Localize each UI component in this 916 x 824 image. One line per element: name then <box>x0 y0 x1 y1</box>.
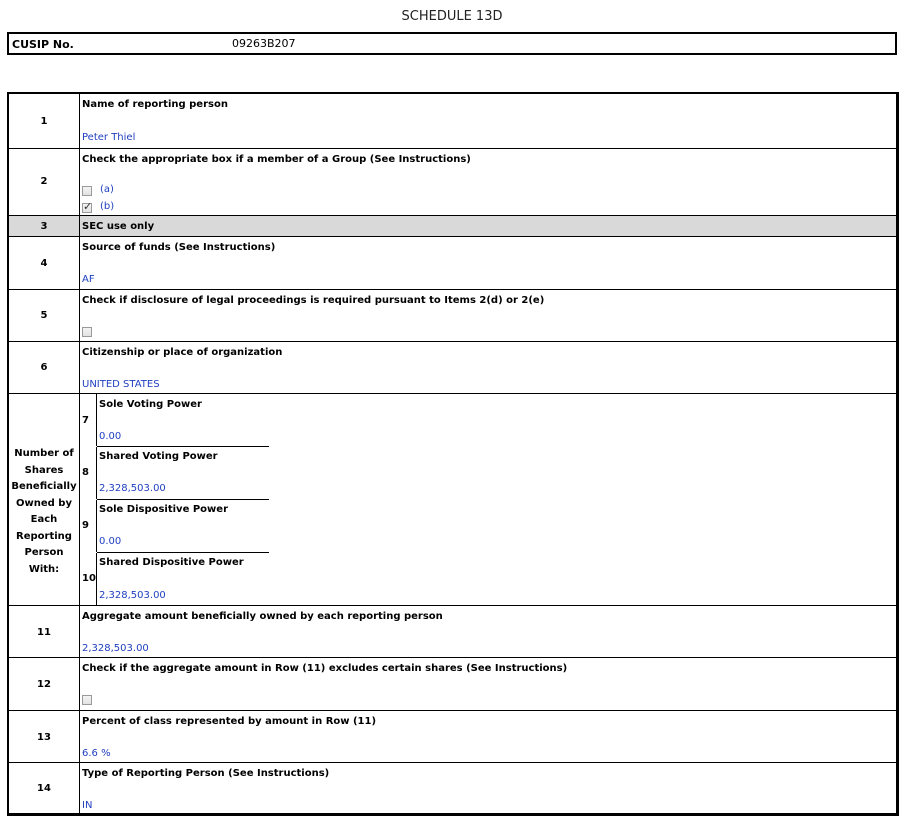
row-number: 9 <box>80 500 97 552</box>
row-header: Check if disclosure of legal proceedings is required pursuant to Items 2(d) or 2(e) <box>82 295 545 306</box>
reporting-person-type: IN <box>82 800 93 811</box>
row-header: SEC use only <box>82 221 155 232</box>
row-number: 6 <box>9 342 80 393</box>
cusip-value: 09263B207 <box>232 37 296 50</box>
group-b-label: (b) <box>100 201 115 212</box>
row-number: 4 <box>9 237 80 289</box>
row-6 <box>9 342 896 394</box>
row-header: Sole Dispositive Power <box>99 504 228 515</box>
cusip-box <box>7 32 897 55</box>
group-a-label: (a) <box>100 184 114 195</box>
row-header: Check if the aggregate amount in Row (11) excludes certain shares (See Instructions) <box>82 663 568 674</box>
row-number: 13 <box>9 711 80 762</box>
cusip-label: CUSIP No. <box>12 38 74 51</box>
row-14 <box>9 763 896 813</box>
legal-proceedings-checkbox[interactable] <box>82 327 92 337</box>
row-5 <box>9 290 896 342</box>
row-header: Check the appropriate box if a member of a Group (See Instructions) <box>82 154 471 165</box>
row-13 <box>9 711 896 763</box>
row-number: 1 <box>9 94 80 148</box>
row-number: 2 <box>9 149 80 215</box>
row-header: Source of funds (See Instructions) <box>82 242 276 253</box>
row-header: Shared Voting Power <box>99 451 218 462</box>
row-number: 3 <box>9 216 80 236</box>
row-header: Percent of class represented by amount in Row (11) <box>82 716 377 727</box>
row-4 <box>9 237 896 290</box>
row-11 <box>9 606 896 658</box>
shares-owned-block <box>9 394 896 606</box>
sole-voting-power: 0.00 <box>99 431 122 442</box>
group-a-checkbox[interactable] <box>82 186 92 196</box>
shared-dispositive-power: 2,328,503.00 <box>99 590 166 601</box>
row-number: 5 <box>9 290 80 341</box>
row-7 <box>80 394 270 446</box>
reporting-person-name: Peter Thiel <box>82 132 136 143</box>
row-2 <box>9 149 896 216</box>
excludes-shares-checkbox[interactable] <box>82 695 92 705</box>
sole-dispositive-power: 0.00 <box>99 536 122 547</box>
row-header: Sole Voting Power <box>99 399 202 410</box>
row-header: Aggregate amount beneficially owned by each reporting person <box>82 611 443 622</box>
row-header: Type of Reporting Person (See Instructions) <box>82 768 330 779</box>
row-number: 8 <box>80 447 97 499</box>
row-8 <box>80 447 270 499</box>
source-of-funds: AF <box>82 274 95 285</box>
aggregate-amount: 2,328,503.00 <box>82 643 149 654</box>
shares-owned-label: Number of Shares Beneficially Owned by Each Reporting Person With: <box>9 394 80 605</box>
row-header: Citizenship or place of organization <box>82 347 283 358</box>
group-b-checkbox[interactable] <box>82 200 93 213</box>
citizenship: UNITED STATES <box>82 379 160 390</box>
row-number: 12 <box>9 658 80 710</box>
checkmark-icon: ✓ <box>83 200 93 213</box>
row-1 <box>9 94 896 149</box>
row-number: 10 <box>80 553 97 606</box>
row-12 <box>9 658 896 711</box>
row-10 <box>80 553 270 606</box>
row-number: 14 <box>9 763 80 813</box>
shared-voting-power: 2,328,503.00 <box>99 483 166 494</box>
row-9 <box>80 500 270 552</box>
row-3 <box>9 216 896 237</box>
row-header: Shared Dispositive Power <box>99 557 244 568</box>
cover-page-table <box>7 92 899 816</box>
percent-of-class: 6.6 % <box>82 748 111 759</box>
row-number: 7 <box>80 394 97 446</box>
row-header: Name of reporting person <box>82 99 228 110</box>
row-number: 11 <box>9 606 80 657</box>
schedule-title: SCHEDULE 13D <box>401 9 503 24</box>
